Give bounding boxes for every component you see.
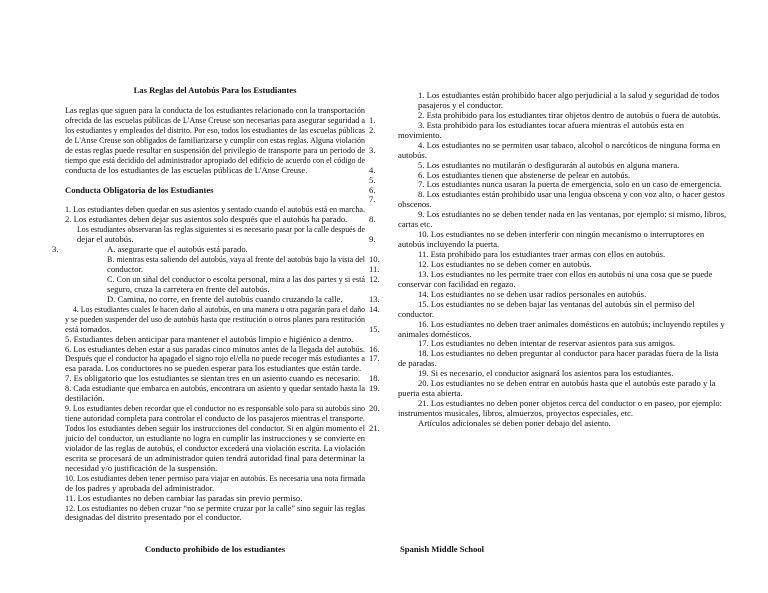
line-text: puerta esta abierta. (398, 388, 463, 399)
line-number: 13. (369, 293, 380, 304)
line-text: Después que el conductor ha apagado el signo rojo el/ella no puede recoger más estudiantes a (65, 353, 365, 364)
line-text: los estudiantes y empleados del distrito. Por eso, todos los estudiantes de las escuelas públicas (65, 124, 365, 135)
line-number: 21. (369, 423, 380, 433)
line-text: 7. Es obligatorio que los estudiantes se sientan tres en un asiento cuando es necesario. (65, 373, 360, 384)
text-line (398, 210, 758, 220)
right-column (398, 91, 758, 429)
line-text: seguro, cruza la carretera en frente del autobús. (107, 283, 270, 294)
line-text: pasajeros y el conductor. (418, 99, 503, 110)
line-number: 14. (369, 303, 380, 314)
line-number: 5. (369, 174, 376, 185)
line-text: Artículos adicionales se deben poner debajo del asiento. (418, 417, 611, 428)
line-number: 9. (369, 234, 376, 245)
line-text: 12. Los estudiantes no deben cruzar “no se permite cruzar por la calle” sino seguir las reglas (65, 502, 366, 513)
text-line (65, 166, 385, 176)
text-line (398, 141, 758, 151)
line-text: autobús incluyendo la puerta. (398, 239, 500, 250)
line-text: designadas del distrito presentado por el conductor. (65, 512, 242, 523)
line-text: obscenos. (398, 199, 432, 210)
line-text: esa parada. Los conductores no se pueden esperar para los estudiantes que están tarde. (65, 363, 362, 374)
line-text: ofrecida de las escuelas públicas de L'Anse Creuse son necesarias para asegurar seguridad a (65, 114, 365, 125)
line-text: 17. Los estudiantes no deben intentar de reservar asientos para sus amigos. (418, 338, 676, 349)
left-column (65, 106, 385, 523)
line-text: y se pueden suspender del uso de autobús hasta que restitución o otros planes para restitución (65, 313, 366, 324)
margin-number: 3. (52, 244, 59, 254)
text-line (398, 121, 758, 131)
line-text: 16. Los estudiantes no deben traer animales domésticos en autobús; incluyendo reptiles y (418, 318, 725, 329)
line-text: animales domésticos. (398, 328, 472, 339)
line-text: Las reglas que siguen para la conducta de los estudiantes relacionado con la transportación (65, 105, 366, 115)
line-number: 7. (369, 194, 376, 205)
line-number: 18. (369, 373, 380, 384)
line-text: conducta de los estudiantes de las escuelas públicas de L'Anse Creuse. (65, 164, 308, 175)
text-line (398, 190, 758, 200)
line-number: 16. (369, 343, 380, 354)
line-text: 15. Los estudiantes no se deben bajar las ventanas del autobús sin el permiso del (418, 298, 695, 309)
line-text: 10. Los estudiantes deben tener permiso para viajar en autobús. Es necesaria una nota firmada (65, 472, 366, 483)
line-number: 2. (369, 124, 376, 135)
line-text: conservar con facilidad en regazo. (398, 278, 516, 289)
text-line (65, 513, 385, 523)
line-text: 4. Los estudiantes no se permiten usar tabaco, alcohol o narcóticos de ninguna forma en (418, 139, 721, 150)
line-number: 11. (369, 264, 380, 274)
text-line (398, 349, 758, 359)
line-text: conductor. (107, 264, 144, 274)
line-text: 5. Los estudiantes no mutilarán o desfigurarán al autobús en alguna manera. (418, 159, 680, 170)
line-text: 21. Los estudiantes no deben poner objetos cerca del conductor o en paseo, por ejemplo: (418, 398, 723, 409)
line-text: 9. Los estudiantes no se deben tender nada en las ventanas, por ejemplo: si mismo, libros, (418, 209, 727, 220)
line-number: 6. (369, 184, 376, 195)
line-text: 18. Los estudiantes no deben preguntar al conductor para hacer paradas fuera de la lista (418, 348, 719, 359)
line-text: 5. Estudiantes deben anticipar para mantener el autobús limpio e higiénico a dentro. (65, 333, 354, 344)
line-text: necesidad y/o justificación de la suspensión. (65, 462, 218, 473)
line-text: tiempo que está decidido del administrador apropiado del edificio de acuerdo con el código de (65, 154, 365, 165)
line-text: 9. Los estudiantes deben recordar que el conductor no es responsable solo para su autobús sino (65, 403, 365, 414)
line-number: 19. (369, 383, 380, 394)
line-text: 2. Los estudiantes deben dejar sus asientos solo después que el autobús ha parado. (65, 214, 348, 225)
line-text: 1. Los estudiantes deben quedar en sus asientos y sentado cuando el autobús está en marcha. (65, 204, 366, 215)
line-text: 10. Los estudiantes no se deben interferir con ningún mecanismo o interruptores en (418, 229, 705, 240)
line-number: 3. (369, 144, 376, 155)
text-line (65, 384, 385, 394)
line-text: 8. Cada estudiante que embarca en autobús, encontrara un asiento y quedar sentado hasta la (65, 383, 365, 394)
line-text: 4. Los estudiantes cuales le hacen daño al autobús, en una manera u otra pagarán para el daño (73, 303, 366, 314)
line-text: 19. Si es necesario, el conductor asignará los asientos para los estudiantes. (418, 368, 674, 379)
line-text: dejar el autobús. (77, 234, 134, 245)
text-line (398, 161, 758, 171)
line-text: de los padres y aprobada del administrador. (65, 482, 215, 493)
line-text: 1. Los estudiantes están prohibido hacer algo perjudicial a la salud y seguridad de todos (418, 90, 720, 100)
line-text: 8. Los estudiantes están prohibido usar una lengua obscena y con voz alto, o hacer gestos (418, 189, 725, 200)
document-title: Las Reglas del Autobús Para los Estudiantes (133, 85, 297, 95)
line-text: de paradas. (398, 358, 437, 369)
text-line (65, 315, 385, 325)
line-number: 1. (369, 114, 376, 125)
line-text: tiene autoridad completa para controlar el conducto de los pasajeros mientras el transporte. (65, 413, 365, 424)
line-text: 2. Esta prohibido para los estudiantes tirar objetos dentro de autobús o fuera de autobús. (418, 109, 721, 120)
line-number: 17. (369, 353, 380, 364)
line-text: 12. Los estudiantes no se deben comer en autobús. (418, 258, 592, 269)
line-text: Todos los estudiantes deben seguir los instrucciones del conductor. Si en algún momento el (65, 423, 365, 433)
line-text: 14. Los estudiantes no se deben usar radios personales en autobús. (418, 288, 647, 299)
line-text: B. mientras esta saliendo del autobús, vaya al frente del autobús bajo la vista del (107, 254, 366, 265)
line-text: de estas reglas puede resultar en suspensión del privilegio de transporte para un periodo de (65, 144, 366, 155)
line-text: Conducta Obligatoria de los Estudiantes (65, 184, 214, 195)
line-text: 11. Los estudiantes no deben cambiar las paradas sin previo permiso. (65, 492, 303, 503)
line-text: 3. Esta prohibido para los estudiantes tocar afuera mientras el autobús esta en (418, 119, 685, 130)
line-text: Los estudiantes observaran las reglas siguientes si es necesario pasar por la calle después de (77, 224, 365, 235)
line-number: 20. (369, 403, 380, 414)
text-line (398, 320, 758, 330)
line-text: autobús. (398, 149, 427, 160)
line-text: 7. Los estudiantes nunca usaran la puerta de emergencia, solo en un caso de emergencia. (418, 179, 722, 190)
line-text: cartas etc. (398, 219, 433, 230)
line-text: escrita se procesará de un administrador quien tendrá autoridad final para determinar la (65, 452, 365, 463)
line-text: violador de las reglas de autobús, el conductor excederá una violación escrita. La violación (65, 442, 365, 453)
text-line (398, 300, 758, 310)
line-number: 4. (369, 164, 376, 175)
line-text: destilación. (65, 393, 105, 404)
line-number: 10. (369, 254, 380, 265)
line-text: conductor. (398, 308, 435, 319)
line-number: 12. (369, 273, 380, 284)
line-text: está tomados. (65, 323, 112, 334)
line-text: 20. Los estudiantes no se deben entrar en autobús hasta que el autobús este parado y la (418, 378, 716, 389)
line-text: 6. Los estudiantes tienen que abstenerse de pelear en autobús. (418, 169, 631, 180)
line-number: 15. (369, 323, 380, 334)
line-text: 11. Esta prohibido para los estudiantes traer armas con ellos en autobús. (418, 249, 666, 259)
line-text: A. asegurarte que el autobús está parado. (107, 244, 248, 255)
section-heading-prohibited: Conducto prohibido de los estudiantes (144, 544, 286, 554)
line-text: de L'Anse Creuse son obligados de familiarizarse y cumplir con estas reglas. Alguna violación (65, 134, 366, 145)
line-number: 8. (369, 214, 376, 225)
text-line (65, 176, 385, 186)
text-line (398, 419, 758, 429)
school-name: Spanish Middle School (400, 544, 485, 554)
line-text: juicio del conductor, un estudiante no logra en cumplir las instrucciones y se convierte en (65, 432, 365, 443)
line-text: 6. Los estudiantes deben estar a sus paradas cinco minutos antes de la llegada del autobús. (65, 343, 366, 354)
line-text: instrumentos musicales, libros, almuerzos, proyectos especiales, etc. (398, 408, 634, 418)
line-text: D. Camina, no corre, en frente del autobús cuando cruzando la calle. (107, 293, 343, 304)
line-text: movimiento. (398, 129, 442, 140)
line-text: C. Con un siñal del conductor o escolta personal, mira a las dos partes y si está (107, 273, 366, 284)
line-text: 13. Los estudiantes no les permite traer con ellos en autobús ni una cosa que se puede (418, 268, 713, 279)
text-line (65, 186, 385, 196)
